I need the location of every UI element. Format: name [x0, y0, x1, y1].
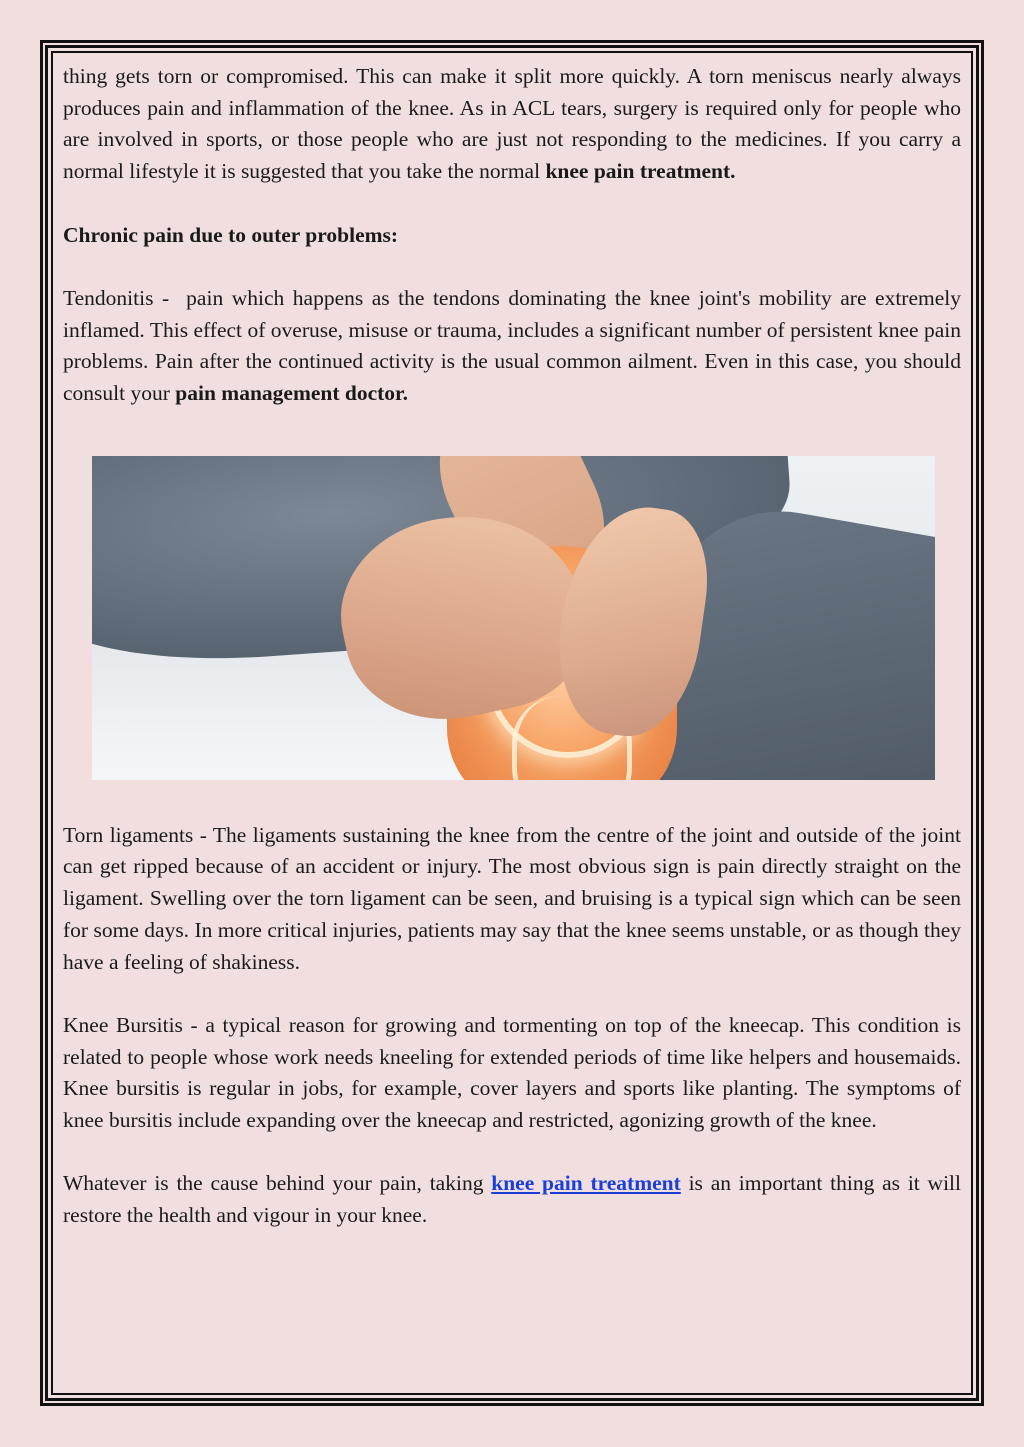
paragraph-conclusion-text-after: is an important thing as it will restore the health and vigour in your knee.: [63, 1171, 961, 1228]
paragraph-meniscus: [63, 61, 961, 188]
bold-knee-pain-treatment: knee pain treatment.: [545, 159, 736, 184]
knee-pain-treatment-link[interactable]: knee pain treatment: [491, 1171, 681, 1196]
paragraph-conclusion: [63, 1168, 961, 1231]
document-body: [63, 61, 961, 1264]
paragraph-conclusion-text-before: Whatever is the cause behind your pain, taking: [63, 1171, 492, 1196]
paragraph-knee-bursitis: Knee Bursitis - a typical reason for growing and tormenting on top of the kneecap. This condition is related to people whose work needs kneeling for extended periods of time like helpers and housemaids. Knee bursitis is regular in jobs, for example, cover layers and sports like planting. The symptoms of knee bursitis include expanding over the kneecap and restricted, agonizing growth of the knee.: [63, 1012, 961, 1133]
paragraph-torn-ligaments: Torn ligaments - The ligaments sustaining the knee from the centre of the joint and outside of the joint can get ripped because of an accident or injury. The most obvious sign is pain directly straight on the ligament. Swelling over the torn ligament can be seen, and bruising is a typical sign which can be seen for some days. In more critical injuries, patients may say that the knee seems unstable, or as though they have a feeling of shakiness.: [63, 822, 961, 974]
knee-pain-photo: [92, 456, 935, 780]
paragraph-tendonitis: [63, 283, 961, 410]
paragraph-tendonitis-text: Tendonitis - pain which happens as the tendons dominating the knee joint's mobility are extremely inflamed. This effect of overuse, misuse or trauma, includes a significant number of persistent knee pain problems. Pain after the continued activity is the usual common ailment. Even in this case, you should consult your: [63, 285, 961, 405]
paragraph-meniscus-text: thing gets torn or compromised. This can make it split more quickly. A torn meniscus nearly always produces pain and inflammation of the knee. As in ACL tears, surgery is required only for people who are involved in sports, or those people who are just not responding to the medicines. If you carry a normal lifestyle it is suggested that you take the normal: [63, 64, 961, 184]
bold-pain-management-doctor: pain management doctor.: [175, 381, 409, 405]
section-heading-chronic-pain: Chronic pain due to outer problems:: [63, 222, 399, 247]
